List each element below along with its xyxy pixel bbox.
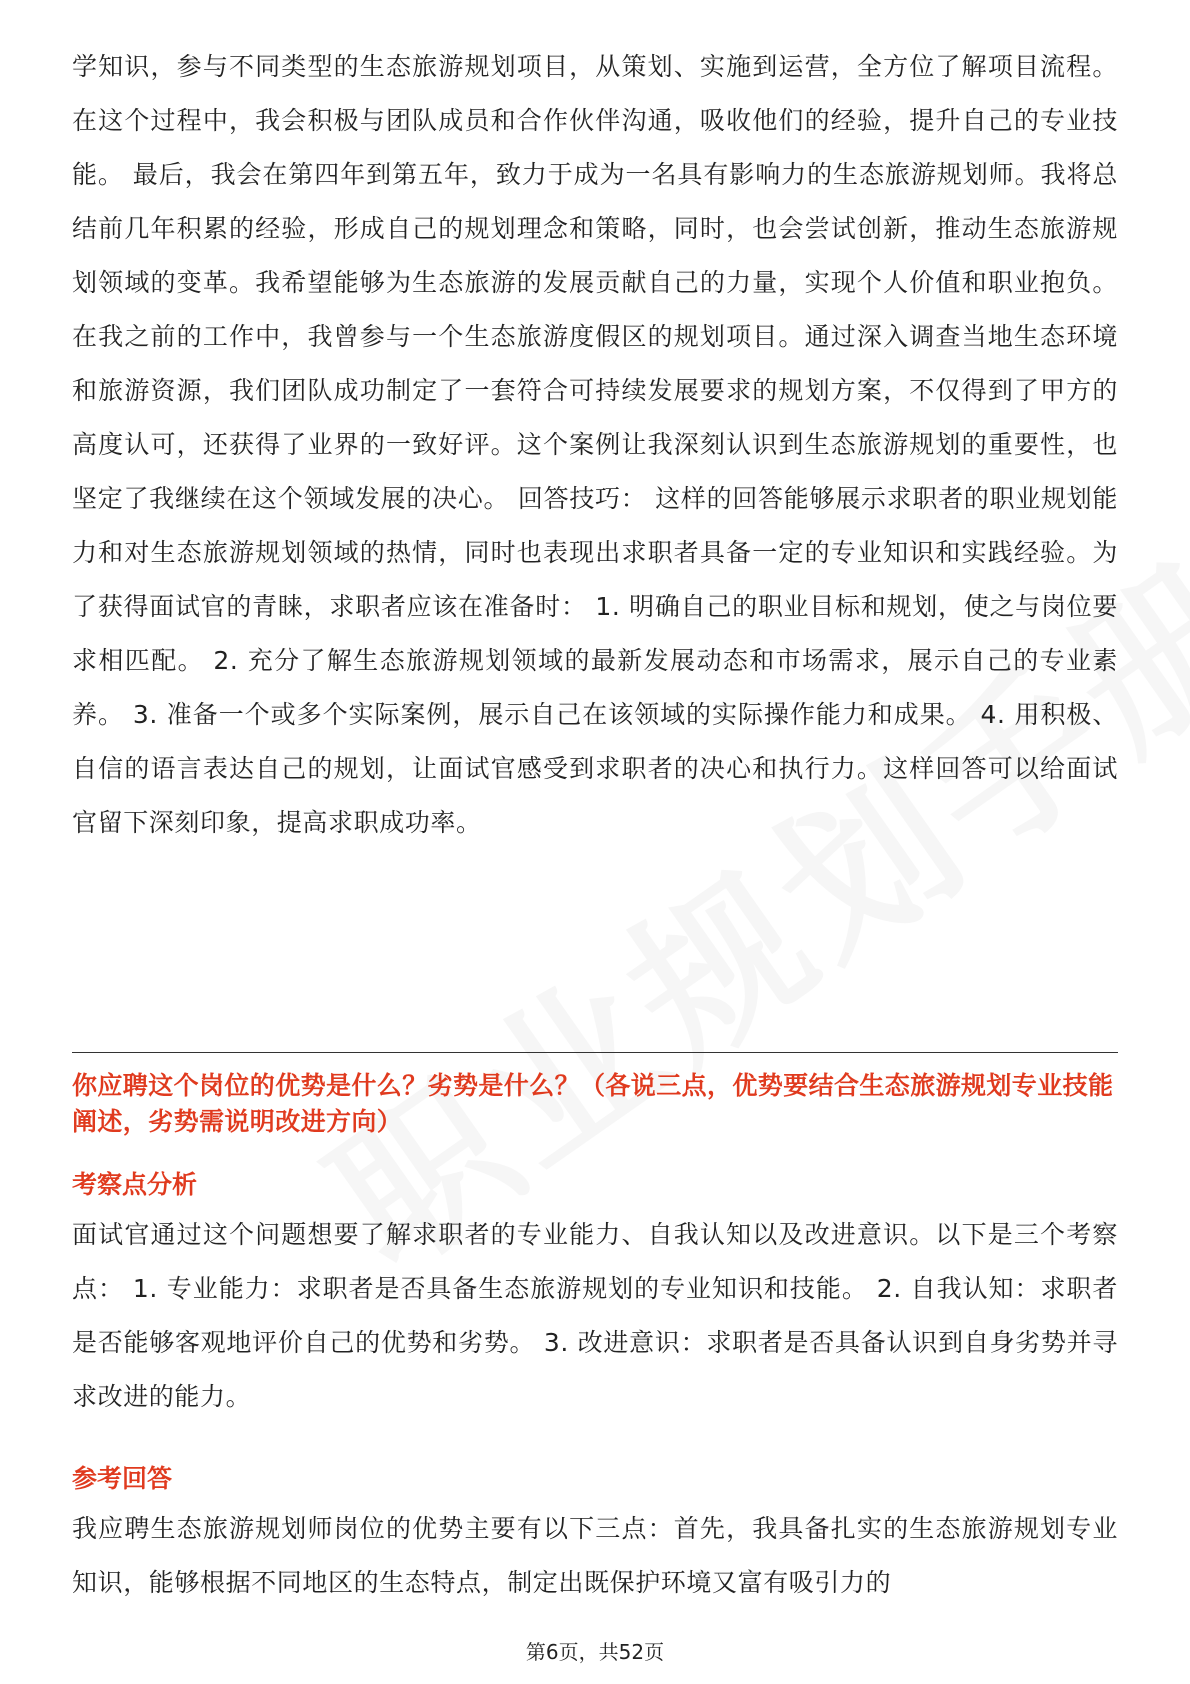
reference-answer-paragraph: 我应聘生态旅游规划师岗位的优势主要有以下三点：首先，我具备扎实的生态旅游规划专业知识，能够根据不同地区的生态特点，制定出既保护环境又富有吸引力的: [72, 1514, 1118, 1597]
analysis-heading: 考察点分析: [72, 1170, 198, 1199]
reference-answer-heading: 参考回答: [72, 1464, 173, 1493]
answer-continuation-paragraph: 学知识，参与不同类型的生态旅游规划项目，从策划、实施到运营，全方位了解项目流程。在这个过程中，我会积极与团队成员和合作伙伴沟通，吸收他们的经验，提升自己的专业技能。 最后，我会在第四年到第五年，致力于成为一名具有影响力的生态旅游规划师。我将总结前几年积累的经验，形成自己的规划理念和策略，同时，也会尝试创新，推动生态旅游规划领域的变革。我希望能够为生态旅游的发展贡献自己的力量，实现个人价值和职业抱负。 在我之前的工作中，我曾参与一个生态旅游度假区的规划项目。通过深入调查当地生态环境和旅游资源，我们团队成功制定了一套符合可持续发展要求的规划方案，不仅得到了甲方的高度认可，还获得了业界的一致好评。这个案例让我深刻认识到生态旅游规划的重要性，也坚定了我继续在这个领域发展的决心。 回答技巧： 这样的回答能够展示求职者的职业规划能力和对生态旅游规划领域的热情，同时也表现出求职者具备一定的专业知识和实践经验。为了获得面试官的青睐，求职者应该在准备时： 1. 明确自己的职业目标和规划，使之与岗位要求相匹配。 2. 充分了解生态旅游规划领域的最新发展动态和市场需求，展示自己的专业素养。 3. 准备一个或多个实际案例，展示自己在该领域的实际操作能力和成果。 4. 用积极、自信的语言表达自己的规划，让面试官感受到求职者的决心和执行力。这样回答可以给面试官留下深刻印象，提高求职成功率。: [72, 52, 1118, 837]
page-number-footer: 第6页，共52页: [525, 1640, 665, 1664]
section-divider: [72, 1052, 1118, 1053]
question-heading: 你应聘这个岗位的优势是什么？劣势是什么？（各说三点，优势要结合生态旅游规划专业技能阐述，劣势需说明改进方向）: [72, 1071, 1114, 1136]
analysis-paragraph: 面试官通过这个问题想要了解求职者的专业能力、自我认知以及改进意识。以下是三个考察点： 1. 专业能力：求职者是否具备生态旅游规划的专业知识和技能。 2. 自我认知：求职者是否能够客观地评价自己的优势和劣势。 3. 改进意识：求职者是否具备认识到自身劣势并寻求改进的能力。: [72, 1220, 1118, 1411]
